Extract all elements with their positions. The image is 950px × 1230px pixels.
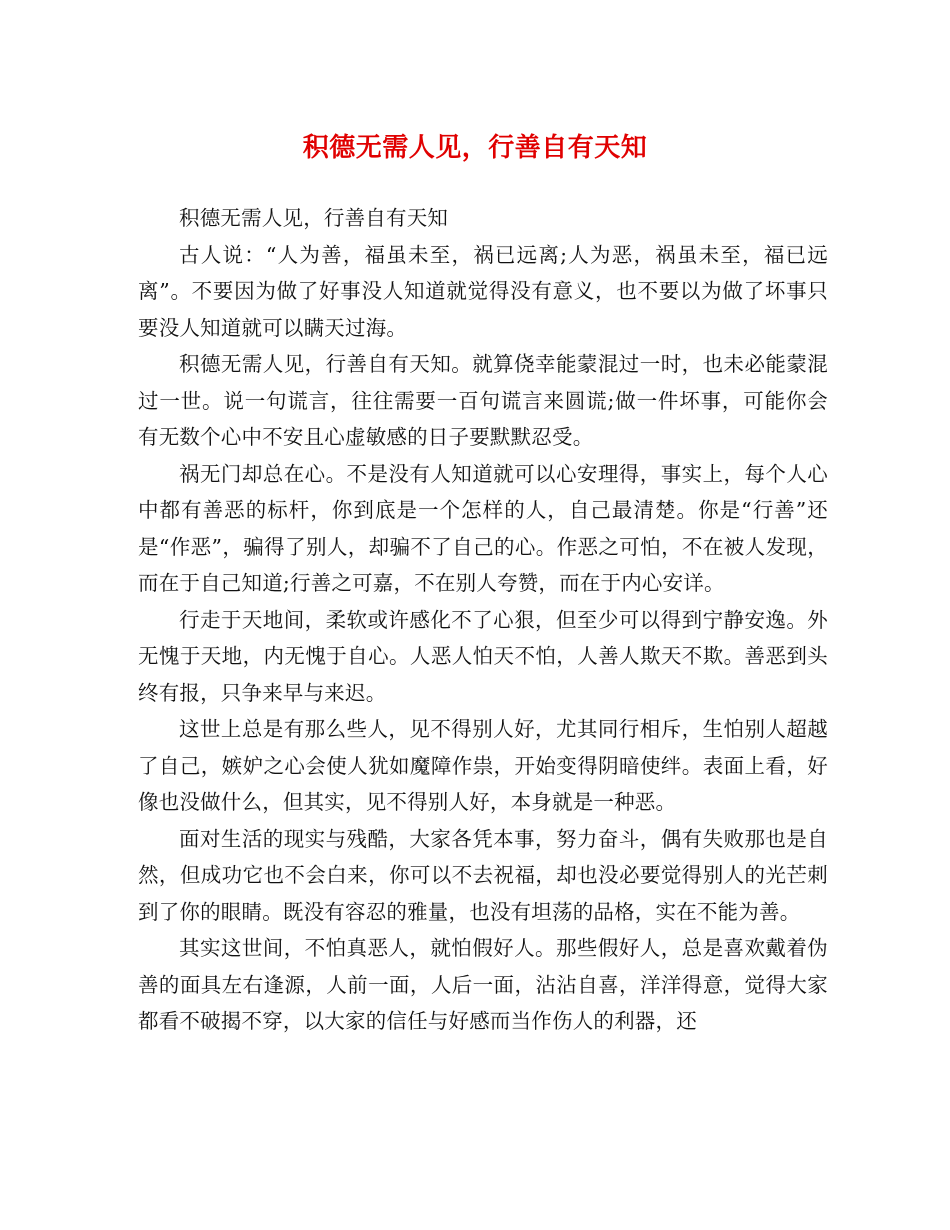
paragraph: 面对生活的现实与残酷，大家各凭本事，努力奋斗，偶有失败那也是自然，但成功它也不会白来，你可以不去祝福，却也没必要觉得别人的光芒刺到了你的眼睛。既没有容忍的雅量，也没有坦荡的品格，实在不能为善。	[138, 826, 828, 924]
paragraph: 这世上总是有那么些人，见不得别人好，尤其同行相斥，生怕别人超越了自己，嫉妒之心会使人犹如魔障作祟，开始变得阴暗使绊。表面上看，好像也没做什么，但其实，见不得别人好，本身就是一种恶。	[138, 717, 828, 814]
paragraph: 积德无需人见，行善自有天知。就算侥幸能蒙混过一时，也未必能蒙混过一世。说一句谎言，往往需要一百句谎言来圆谎;做一件坏事，可能你会有无数个心中不安且心虚敏感的日子要默默忍受。	[138, 352, 828, 449]
paragraph: 祸无门却总在心。不是没有人知道就可以心安理得，事实上，每个人心中都有善恶的标杆，你到底是一个怎样的人，自己最清楚。你是“行善”还是“作恶”，骗得了别人，却骗不了自己的心。作恶之可怕，不在被人发现，而在于自己知道;行善之可嘉，不在别人夸赞，而在于内心安详。	[138, 461, 828, 595]
paragraph: 古人说：“人为善，福虽未至，祸已远离;人为恶，祸虽未至，福已远离”。不要因为做了好事没人知道就觉得没有意义，也不要以为做了坏事只要没人知道就可以瞒天过海。	[138, 242, 828, 340]
paragraph: 积德无需人见，行善自有天知	[179, 206, 449, 230]
document-title: 积德无需人见，行善自有天知	[302, 133, 648, 163]
paragraph: 其实这世间，不怕真恶人，就怕假好人。那些假好人，总是喜欢戴着伪善的面具左右逢源，人前一面，人后一面，沾沾自喜，洋洋得意，觉得大家都看不破揭不穿，以大家的信任与好感而当作伤人的利器，还	[138, 936, 828, 1033]
document-body	[138, 200, 828, 1040]
paragraph: 行走于天地间，柔软或许感化不了心狠，但至少可以得到宁静安逸。外无愧于天地，内无愧于自心。人恶人怕天不怕，人善人欺天不欺。善恶到头终有报，只争来早与来迟。	[138, 607, 828, 705]
